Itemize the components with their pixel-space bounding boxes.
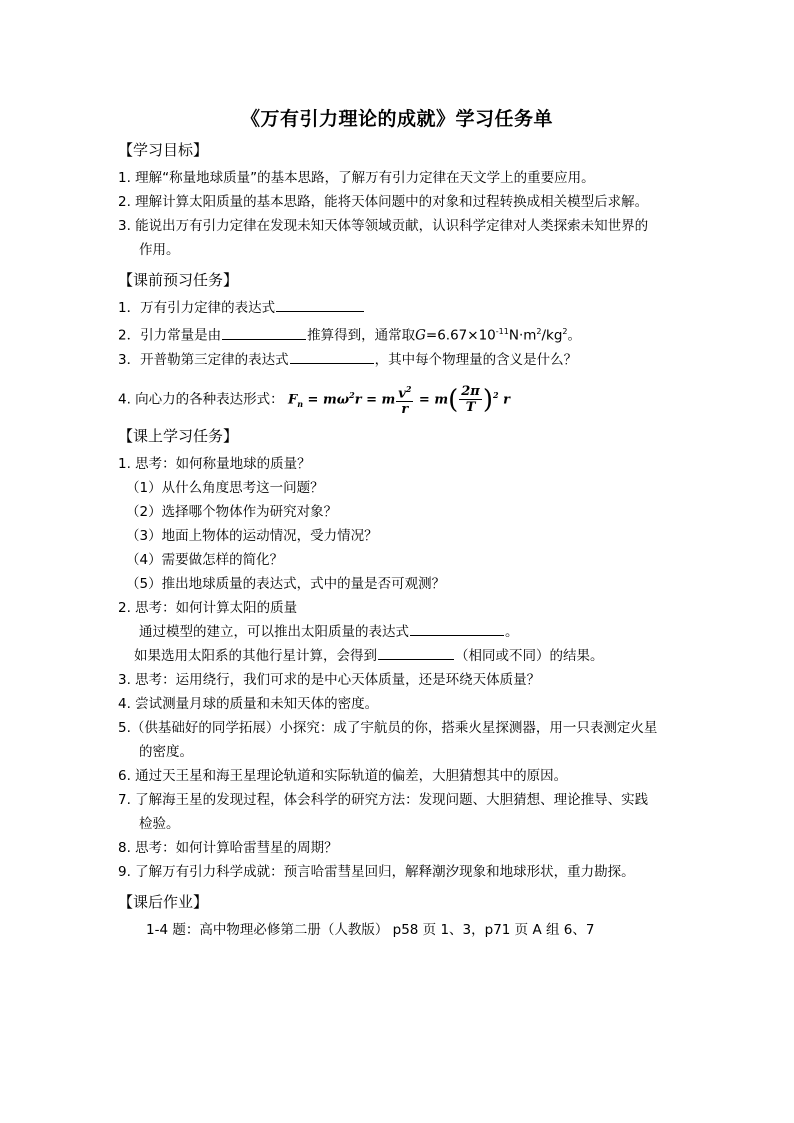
inclass-q1-sub-5: （5）推出地球质量的表达式，式中的量是否可观测？: [126, 575, 446, 592]
goal-item-3: 3. 能说出万有引力定律在发现未知天体等领域贡献，认识科学定律对人类探索未知世界的: [118, 218, 649, 234]
inclass-question-7: 7. 了解海王星的发现过程，体会科学的研究方法：发现问题、大胆猜想、理论推导、实践: [118, 791, 649, 808]
unit-part-1: N·m: [508, 327, 537, 344]
inclass-question-7-continued: 检验。: [139, 815, 180, 832]
answer-blank[interactable]: [276, 297, 364, 312]
preview-item-4-text: 4. 向心力的各种表达形式：: [118, 390, 284, 407]
preview-item-3-text-b: ，其中每个物理量的含义是什么？: [374, 351, 578, 368]
inclass-question-1: 1. 思考：如何称量地球的质量？: [118, 455, 311, 472]
goal-item-3-continued: 作用。: [139, 242, 180, 258]
preview-item-2: 2．引力常量是由 推算得到，通常取$G=6.67\times 10^{-11}N\cdot m^2/kg^2$。: [118, 320, 688, 348]
inclass-question-8: 8. 思考：如何计算哈雷彗星的周期？: [118, 839, 338, 856]
preview-item-3-text-a: 3．开普勒第三定律的表达式: [118, 351, 289, 368]
period: 。: [567, 327, 582, 344]
inclass-question-4: 4. 尝试测量月球的质量和未知天体的密度。: [118, 695, 379, 712]
answer-blank[interactable]: [378, 645, 454, 660]
inclass-q1-sub-4: （4）需要做怎样的简化？: [126, 551, 284, 568]
goal-item-2: 2. 理解计算太阳质量的基本思路，能将天体问题中的对象和过程转换成相关模型后求解。: [118, 194, 649, 210]
homework-text: 1-4 题：高中物理必修第二册（人教版） p58 页 1、3，p71 页 A 组 6、7: [146, 921, 595, 938]
inclass-q1-sub-3: （3）地面上物体的运动情况，受力情况？: [126, 527, 378, 544]
inclass-q1-sub-1: （1）从什么角度思考这一问题？: [126, 479, 324, 496]
answer-blank[interactable]: [222, 325, 306, 340]
q2-line-1-text: 通过模型的建立，可以推出太阳质量的表达式: [139, 623, 409, 640]
goal-item-1: 1. 理解“称量地球质量”的基本思路，了解万有引力定律在天文学上的重要应用。: [118, 170, 595, 186]
inclass-question-5: 5.（供基础好的同学拓展）小探究：成了宇航员的你，搭乘火星探测器，用一只表测定火星: [118, 719, 658, 736]
section-heading-preview: 【课前预习任务】: [118, 271, 239, 289]
centripetal-force-formula: $F_n = m\omega^2r = m$ $\frac{v^2}{r}$ = m( $\frac{2\pi}{T}$ )$^2$ r: [287, 383, 510, 417]
inclass-q1-sub-2: （2）选择哪个物体作为研究对象？: [126, 503, 338, 520]
answer-blank[interactable]: [290, 349, 374, 364]
q2-line-2-text-b: （相同或不同）的结果。: [455, 647, 604, 664]
preview-item-1-text: 1．万有引力定律的表达式: [118, 300, 276, 316]
preview-item-3: [118, 348, 688, 372]
inclass-q2-line-1: [118, 620, 688, 644]
answer-blank[interactable]: [410, 621, 504, 636]
inclass-question-2: 2. 思考：如何计算太阳的质量: [118, 599, 298, 616]
exponent: -11: [495, 327, 509, 336]
preview-item-2-text-a: 2．引力常量是由: [118, 327, 222, 344]
period: 。: [505, 623, 519, 640]
unit-part-2: /kg: [541, 327, 563, 344]
inclass-question-5-continued: 的密度。: [139, 743, 193, 760]
worksheet-content: [118, 138, 688, 942]
inclass-question-3: 3. 思考：运用绕行，我们可求的是中心天体质量，还是环绕天体质量？: [118, 671, 541, 688]
section-heading-goals: 【学习目标】: [118, 141, 209, 159]
section-heading-homework: 【课后作业】: [118, 892, 209, 911]
gravitational-constant-symbol: G: [415, 327, 426, 344]
inclass-question-9: 9. 了解万有引力科学成就：预言哈雷彗星回归，解释潮汐现象和地球形状，重力勘探。: [118, 863, 635, 880]
preview-item-2-text-b: 推算得到，通常取: [307, 327, 416, 344]
q2-line-2-text-a: 如果选用太阳系的其他行星计算，会得到: [134, 647, 377, 664]
section-heading-inclass: 【课上学习任务】: [118, 426, 239, 445]
page-title: 《万有引力理论的成就》学习任务单: [240, 108, 553, 130]
preview-item-1: [118, 296, 688, 320]
inclass-q2-line-2: [118, 644, 688, 668]
inclass-question-6: 6. 通过天王星和海王星理论轨道和实际轨道的偏差，大胆猜想其中的原因。: [118, 767, 568, 784]
gravitational-constant-value: =6.67×10: [425, 327, 496, 344]
preview-item-4: [118, 372, 688, 418]
